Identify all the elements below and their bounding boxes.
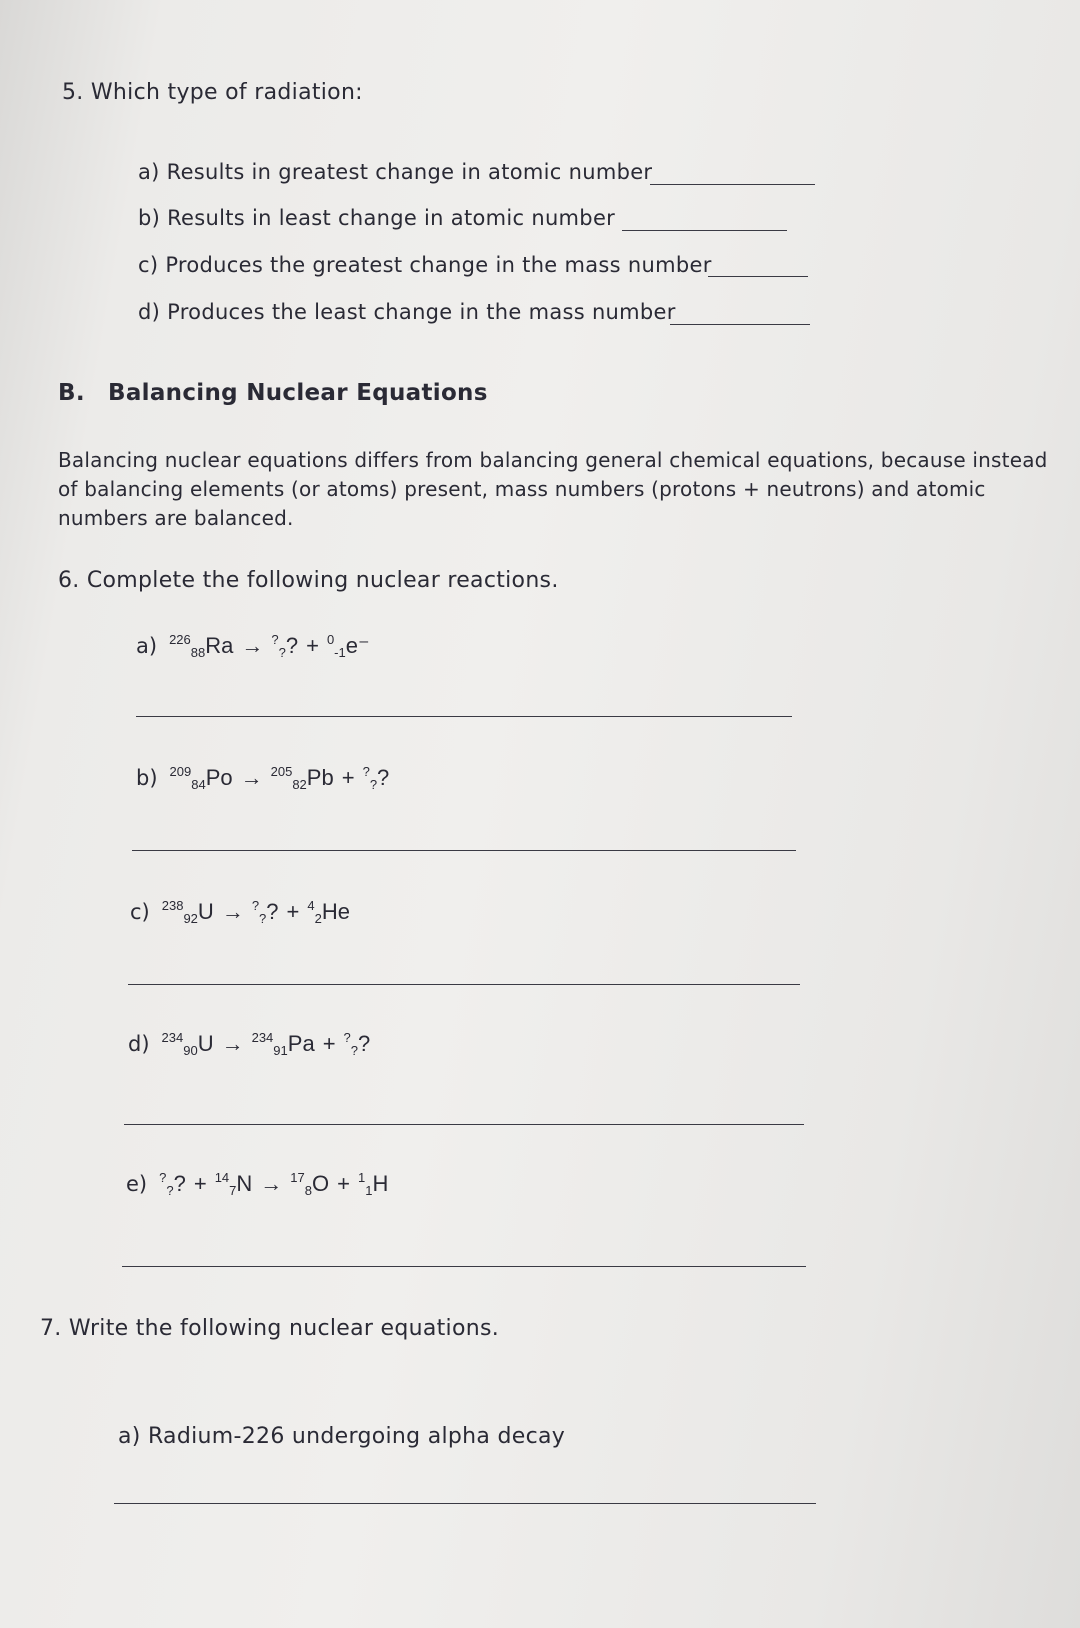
element-symbol: Pa <box>287 1031 315 1056</box>
section-b-letter: B. <box>58 380 85 406</box>
atomic-number: -1 <box>334 645 346 660</box>
element-symbol: Ra <box>205 633 234 658</box>
atomic-number: 88 <box>190 645 206 660</box>
nuclide <box>290 1171 329 1196</box>
reaction-d <box>128 1030 370 1058</box>
atomic-number: ? <box>166 1183 174 1198</box>
q5-item-b: b) Results in least change in atomic number <box>138 206 616 230</box>
atomic-number: 84 <box>191 777 206 792</box>
atomic-number: ? <box>369 777 378 792</box>
atomic-number: 2 <box>314 911 322 926</box>
reaction-label: e) <box>126 1172 148 1196</box>
atomic-number: 82 <box>292 777 307 792</box>
q5-title: 5. Which type of radiation: <box>62 80 363 105</box>
nuclide <box>215 1171 253 1196</box>
element-symbol: ? <box>358 1031 371 1056</box>
atomic-number: 7 <box>229 1183 237 1198</box>
nuclide <box>252 1031 315 1056</box>
q5-answer-blank-c[interactable] <box>708 276 808 277</box>
q5-answer-blank-b[interactable] <box>622 230 787 231</box>
plus-sign: + <box>341 765 355 790</box>
element-symbol: Po <box>205 765 233 790</box>
mass-number: 205 <box>270 764 293 779</box>
plus-sign: + <box>337 1171 350 1196</box>
mass-number: 0 <box>326 632 335 647</box>
element-symbol: e⁻ <box>345 633 370 658</box>
nuclide <box>162 899 214 924</box>
plus-sign: + <box>306 633 319 658</box>
section-b-title: Balancing Nuclear Equations <box>108 380 488 406</box>
reaction-a <box>136 632 370 660</box>
reaction-arrow: → <box>260 1171 283 1196</box>
reaction-arrow: → <box>240 765 263 790</box>
reaction-label: d) <box>128 1032 150 1056</box>
reaction-e-answer-line[interactable] <box>122 1266 806 1267</box>
mass-number: 226 <box>169 632 191 647</box>
atomic-number: 90 <box>183 1043 198 1058</box>
element-symbol: ? <box>266 899 279 924</box>
nuclide <box>271 633 298 658</box>
atomic-number: 8 <box>304 1183 312 1198</box>
nuclide <box>252 899 279 924</box>
element-symbol: ? <box>285 633 299 658</box>
atomic-number: ? <box>259 911 267 926</box>
element-symbol: H <box>372 1171 389 1196</box>
reaction-arrow: → <box>241 633 264 658</box>
nuclide <box>159 1171 186 1196</box>
mass-number: ? <box>159 1170 167 1185</box>
mass-number: 209 <box>169 764 192 779</box>
nuclide <box>169 633 233 658</box>
reaction-label: c) <box>130 900 150 924</box>
reaction-b <box>136 764 389 792</box>
mass-number: ? <box>251 898 260 913</box>
element-symbol: ? <box>377 765 390 790</box>
q5-item-c: c) Produces the greatest change in the mass number <box>138 253 712 277</box>
reaction-arrow: → <box>221 1031 244 1056</box>
reaction-c <box>130 898 350 926</box>
nuclide <box>358 1171 388 1196</box>
atomic-number: ? <box>350 1043 359 1058</box>
nuclide <box>271 765 334 790</box>
reaction-d-answer-line[interactable] <box>124 1124 804 1125</box>
mass-number: ? <box>271 632 279 647</box>
q5-answer-blank-d[interactable] <box>670 324 810 325</box>
q7-item-a: a) Radium-226 undergoing alpha decay <box>118 1424 566 1449</box>
element-symbol: U <box>197 1031 214 1056</box>
section-b-paragraph: Balancing nuclear equations differs from balancing general chemical equations, because instead of balancing elements (or atoms) present, mass numbers (protons + neutrons) and atomic numbers are balanced. <box>58 448 1048 530</box>
plus-sign: + <box>193 1171 207 1196</box>
element-symbol: Pb <box>306 765 334 790</box>
mass-number: 1 <box>357 1170 366 1185</box>
atomic-number: 91 <box>273 1043 288 1058</box>
element-symbol: He <box>321 899 350 924</box>
mass-number: ? <box>362 764 370 779</box>
reaction-arrow: → <box>221 899 244 924</box>
element-symbol: ? <box>173 1171 186 1196</box>
reaction-b-answer-line[interactable] <box>132 850 796 851</box>
mass-number: 14 <box>214 1170 230 1185</box>
q7-title: 7. Write the following nuclear equations. <box>40 1316 500 1341</box>
q5-item-d: d) Produces the least change in the mass number <box>138 300 676 324</box>
element-symbol: U <box>197 899 214 924</box>
q5-item-a: a) Results in greatest change in atomic number <box>138 160 653 184</box>
reaction-a-answer-line[interactable] <box>136 716 792 717</box>
mass-number: 17 <box>290 1170 305 1185</box>
q7-item-a-answer-line[interactable] <box>114 1503 816 1504</box>
mass-number: 234 <box>161 1030 184 1045</box>
mass-number: 234 <box>251 1030 274 1045</box>
nuclide <box>307 899 350 924</box>
element-symbol: O <box>312 1171 330 1196</box>
nuclide <box>170 765 233 790</box>
mass-number: 4 <box>307 898 315 913</box>
plus-sign: + <box>286 899 300 924</box>
reaction-c-answer-line[interactable] <box>128 984 800 985</box>
reaction-label: a) <box>136 634 158 658</box>
mass-number: 238 <box>161 898 184 913</box>
plus-sign: + <box>322 1031 336 1056</box>
element-symbol: N <box>236 1171 253 1196</box>
reaction-label: b) <box>136 766 158 790</box>
nuclide <box>162 1031 214 1056</box>
nuclide <box>327 633 370 658</box>
q6-title: 6. Complete the following nuclear reactions. <box>58 568 559 593</box>
mass-number: ? <box>343 1030 351 1045</box>
atomic-number: 92 <box>183 911 198 926</box>
q5-answer-blank-a[interactable] <box>650 184 815 185</box>
nuclide <box>363 765 390 790</box>
reaction-e <box>126 1170 388 1198</box>
atomic-number: ? <box>278 645 286 660</box>
atomic-number: 1 <box>365 1183 373 1198</box>
nuclide <box>344 1031 371 1056</box>
